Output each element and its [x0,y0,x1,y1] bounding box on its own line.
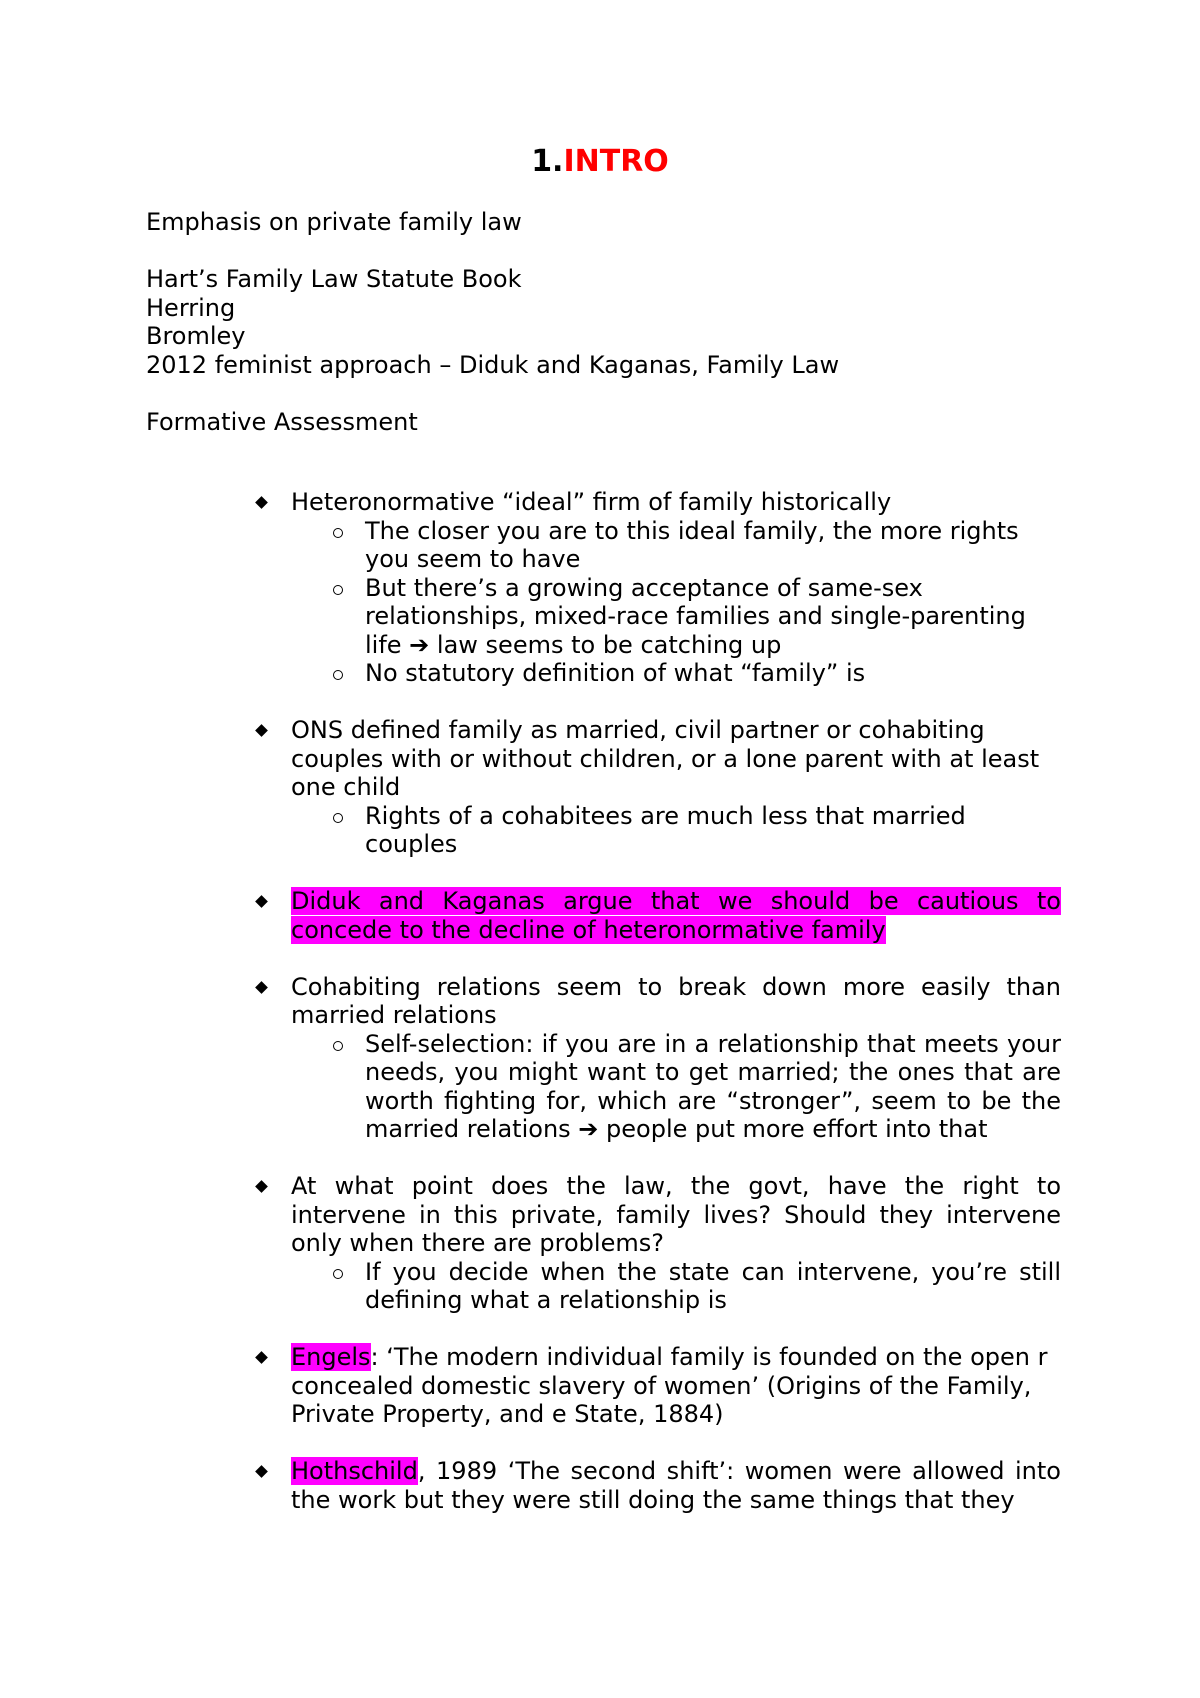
sub-bullet-text: Rights of a cohabitees are much less that married couples [365,801,966,858]
sub-bullet-item [291,1258,1061,1315]
sub-bullet-item [291,659,1061,688]
bullet-item [0,716,1061,859]
sub-bullet-item [291,574,1061,660]
circle-bullet-icon [333,813,343,823]
highlighted-text: Diduk and Kaganas argue that we should be cautious to concede to the decline of heteronormative family [291,887,1061,944]
highlighted-name: Hothschild [291,1457,418,1485]
sub-bullet-text: No statutory definition of what “family” is [365,659,866,687]
bullet-text [291,1457,1061,1514]
intro-line: Emphasis on private family law [146,208,522,236]
intro-line: Herring [146,293,236,322]
page-title [0,142,1200,182]
quote-text: , 1989 ‘The second shift’: women were allowed into the work but they were still doing the same things that they [291,1457,1061,1514]
sub-bullet-text: Self-selection: if you are in a relationship that meets your needs, you might want to get married; the ones that are worth fighting for, which are “stronger”, seem to be the married relations ➔ people put more effort into that [365,1029,1061,1143]
bullet-text-line [291,1343,1061,1372]
bullet-item [0,973,1061,1144]
intro-line: Bromley [146,322,246,350]
bullet-text: Cohabiting relations seem to break down more easily than married relations [291,972,1061,1029]
highlighted-name: Engels [291,1343,371,1371]
bullet-text: Heteronormative “ideal” firm of family historically [291,488,892,516]
circle-bullet-icon [333,1041,343,1051]
sub-bullet-text: But there’s a growing acceptance of same-sex relationships, mixed-race families and single-parenting life ➔ law seems to be catching up [365,573,1026,659]
title-number: 1. [531,144,564,179]
circle-bullet-icon [333,585,343,595]
sub-bullet-text: The closer you are to this ideal family, the more rights you seem to have [365,516,1019,573]
sub-bullet-text: If you decide when the state can intervene, you’re still defining what a relationship is [365,1257,1061,1314]
bullet-text: ONS defined family as married, civil partner or cohabiting couples with or without children, or a lone parent with at least one child [291,716,1040,801]
bullet-text [291,887,1061,944]
bullet-text: At what point does the law, the govt, have the right to intervene in this private, family lives? Should they intervene only when there are problems? [291,1172,1061,1257]
diamond-bullet-icon [255,496,268,509]
sub-bullet-item [291,517,1061,574]
quote-text: : ‘The modern individual family is founded on the open r [370,1343,1048,1371]
bullet-item [0,1172,1061,1315]
intro-block [146,208,1146,436]
bullet-text-line: concealed domestic slavery of women’ (Origins of the Family, [291,1371,1032,1400]
sub-bullet-item [291,802,1061,859]
circle-bullet-icon [333,670,343,680]
title-word: INTRO [563,144,669,179]
intro-line: 2012 feminist approach – Diduk and Kaganas, Family Law [146,350,840,379]
diamond-bullet-icon [255,724,268,737]
intro-line: Formative Assessment [146,407,418,436]
diamond-bullet-icon [255,981,268,994]
intro-line: Hart’s Family Law Statute Book [146,265,522,293]
bullet-list [0,488,1200,1514]
diamond-bullet-icon [255,1180,268,1193]
bullet-item [0,887,1061,944]
diamond-bullet-icon [255,1465,268,1478]
sub-bullet-item [291,1030,1061,1144]
diamond-bullet-icon [255,1351,268,1364]
bullet-item [0,488,1061,688]
diamond-bullet-icon [255,895,268,908]
bullet-item [0,1457,1061,1514]
circle-bullet-icon [333,528,343,538]
bullet-item [0,1343,1061,1429]
bullet-text-line: Private Property, and e State, 1884) [291,1400,724,1428]
circle-bullet-icon [333,1269,343,1279]
